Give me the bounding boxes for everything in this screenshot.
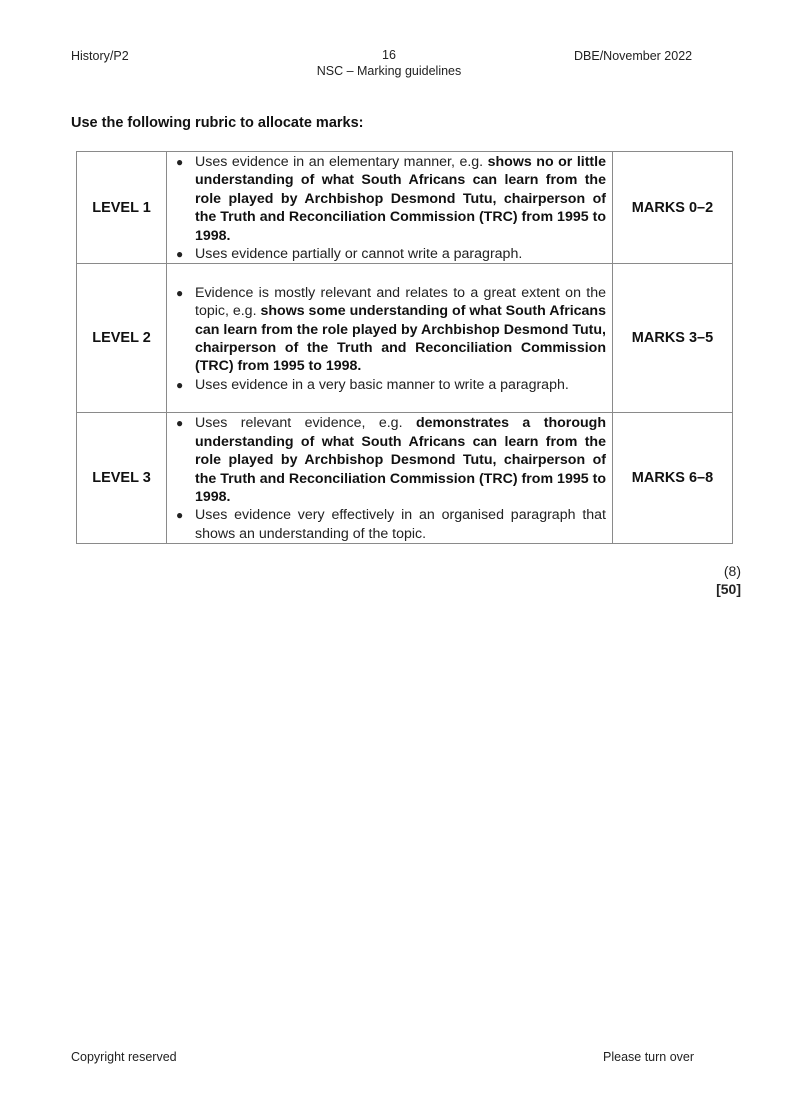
rubric-row-level-1 <box>77 152 733 264</box>
marks-range: MARKS 6–8 <box>613 413 733 544</box>
bullet-icon: ● <box>176 155 184 169</box>
marks-range: MARKS 3–5 <box>613 264 733 413</box>
criterion-text: Uses evidence in an elementary manner, e.g. <box>195 154 488 170</box>
criterion-bullet <box>175 153 606 245</box>
rubric-instruction: Use the following rubric to allocate marks: <box>71 115 364 131</box>
header-subject: History/P2 <box>71 49 129 63</box>
header-subtitle: NSC – Marking guidelines <box>316 64 462 78</box>
criterion-text: Uses evidence partially or cannot write a paragraph. <box>195 246 523 263</box>
criterion-emphasis: shows some understanding of what South Africans can learn from the role played by Archbishop Desmond Tutu, chairperson of the Truth and Reconciliation Commission (TRC) from 1995 to 1998. <box>195 303 606 375</box>
score-block <box>711 562 741 598</box>
criterion-bullet <box>175 245 606 263</box>
criterion-bullet <box>175 376 606 394</box>
page-number: 16 <box>382 48 396 62</box>
criterion-text: Uses relevant evidence, e.g. <box>195 415 416 432</box>
level-description <box>167 152 613 264</box>
criterion-text: Uses evidence very effectively in an organised paragraph that shows an understanding of the topic. <box>195 507 606 542</box>
bullet-icon: ● <box>176 377 184 392</box>
header-center <box>289 47 489 79</box>
criterion-emphasis: demonstrates a thorough understanding of what South Africans can learn from the role played by Archbishop Desmond Tutu, chairperson of the Truth and Reconciliation Commission (TRC) from 1995 to 1998. <box>195 415 606 506</box>
rubric-row-level-3 <box>77 413 733 544</box>
level-label: LEVEL 2 <box>77 264 167 413</box>
total-marks: [50] <box>716 581 741 597</box>
bullet-icon: ● <box>176 508 184 523</box>
question-marks: (8) <box>723 563 741 579</box>
bullet-icon: ● <box>176 285 184 300</box>
criterion-bullet <box>175 506 606 543</box>
criterion-emphasis: shows no or little understanding of what South Africans can learn from the role played by Archbishop Desmond Tutu, chairperson of the Truth and Reconciliation Commission (TRC) from 1995 to 1998. <box>195 154 606 244</box>
criterion-text: Evidence is mostly relevant and relates to a great extent on the topic, e.g. <box>195 284 606 320</box>
header-exam-date: DBE/November 2022 <box>574 49 693 63</box>
level-description <box>167 264 613 413</box>
rubric-row-level-2 <box>77 264 733 413</box>
criterion-bullet <box>175 284 606 376</box>
rubric-table <box>76 151 733 544</box>
level-description <box>167 413 613 544</box>
level-label: LEVEL 1 <box>77 152 167 264</box>
bullet-icon: ● <box>176 416 184 431</box>
footer-turn-over: Please turn over <box>603 1050 695 1064</box>
footer-copyright: Copyright reserved <box>71 1050 177 1064</box>
criterion-text: Uses evidence in a very basic manner to write a paragraph. <box>195 376 569 393</box>
level-label: LEVEL 3 <box>77 413 167 544</box>
criterion-bullet <box>175 414 606 506</box>
bullet-icon: ● <box>176 247 184 262</box>
marks-range: MARKS 0–2 <box>613 152 733 264</box>
